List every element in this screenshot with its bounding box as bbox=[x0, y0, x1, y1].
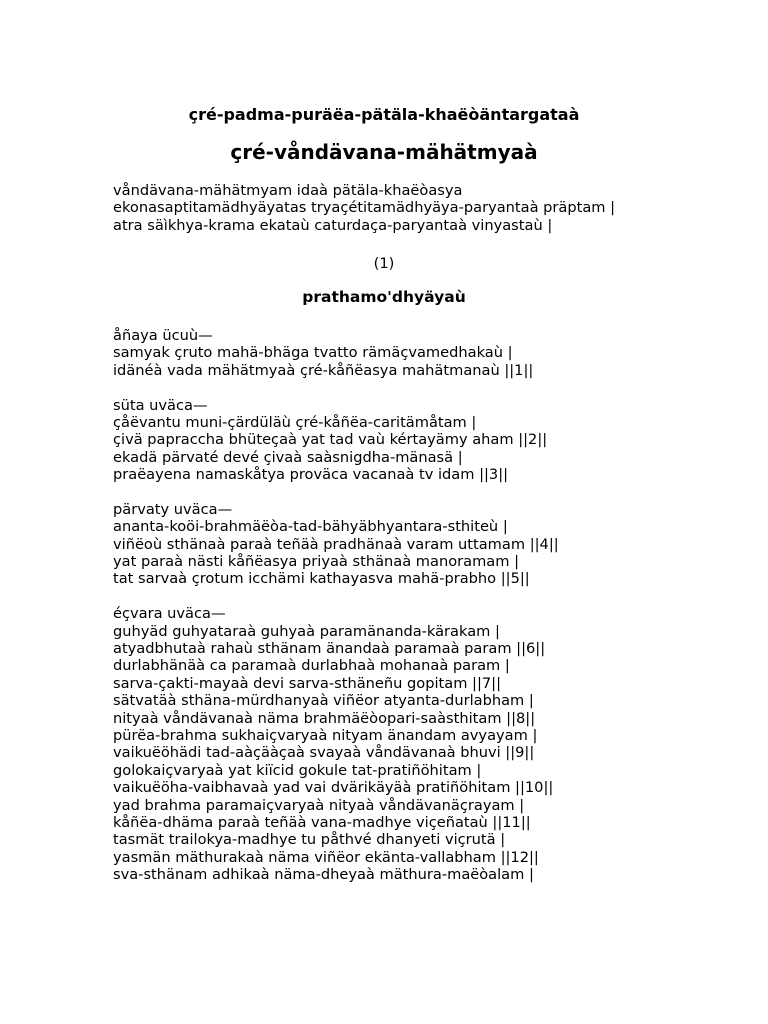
verse-line: sva-sthänam adhikaà näma-dheyaà mäthura-maëòalam | bbox=[113, 866, 534, 884]
verse-line: tat sarvaà çrotum icchämi kathayasva mahä-prabho ||5|| bbox=[113, 570, 530, 588]
intro-line: ekonasaptitamädhyäyatas tryaçétitamädhyäya-paryantaà präptam | bbox=[113, 199, 616, 217]
stanza-gap bbox=[113, 379, 753, 396]
verse-line: tasmät trailokya-madhye tu påthvé dhanyeti viçrutä | bbox=[113, 831, 506, 849]
verse-line: samyak çruto mahä-bhäga tvatto rämäçvamedhakaù | bbox=[113, 344, 513, 362]
section-number: (1) bbox=[373, 255, 395, 272]
stanza bbox=[113, 605, 753, 883]
document-title: çré-våndävana-mähätmyaà bbox=[230, 140, 538, 164]
stanza-gap bbox=[113, 588, 753, 605]
stanza bbox=[113, 397, 753, 484]
verse-line: guhyäd guhyataraà guhyaà paramänanda-kärakam | bbox=[113, 622, 500, 640]
stanza bbox=[113, 327, 753, 379]
verse-line: ananta-koöi-brahmäëòa-tad-bähyäbhyantara-sthiteù | bbox=[113, 518, 508, 536]
verse-line: atyadbhutaà rahaù sthänam änandaà paramaà param ||6|| bbox=[113, 640, 546, 658]
verse-line: çåëvantu muni-çärdüläù çré-kåñëa-caritämåtam | bbox=[113, 413, 477, 431]
verse-line: nityaà våndävanaà näma brahmäëòopari-saàsthitam ||8|| bbox=[113, 709, 536, 727]
verse-line: yat paraà nästi kåñëasya priyaà sthänaà manoramam | bbox=[113, 553, 519, 571]
verse-line: vaikuëöhädi tad-aàçäàçaà svayaà våndävanaà bhuvi ||9|| bbox=[113, 744, 535, 762]
verse-line: pürëa-brahma sukhaiçvaryaà nityam änandam avyayam | bbox=[113, 726, 538, 744]
verses-block bbox=[113, 327, 753, 884]
verse-line: kåñëa-dhäma paraà teñäà vana-madhye viçeñataù ||11|| bbox=[113, 813, 531, 831]
verse-line: sätvatäà sthäna-mürdhanyaà viñëor atyanta-durlabham | bbox=[113, 692, 534, 710]
verse-line: durlabhänäà ca paramaà durlabhaà mohanaà param | bbox=[113, 657, 510, 675]
verse-line: praëayena namaskåtya proväca vacanaà tv idam ||3|| bbox=[113, 466, 509, 484]
intro-line: våndävana-mähätmyam idaà pätäla-khaëòasya bbox=[113, 182, 463, 199]
speaker-line: éçvara uväca— bbox=[113, 605, 226, 623]
speaker-line: pärvaty uväca— bbox=[113, 500, 233, 518]
verse-line: viñëoù sthänaà paraà teñäà pradhänaà varam uttamam ||4|| bbox=[113, 535, 559, 553]
speaker-line: süta uväca— bbox=[113, 396, 208, 414]
stanza bbox=[113, 501, 753, 588]
stanza-gap bbox=[113, 484, 753, 501]
verse-line: idänéà vada mähätmyaà çré-kåñëasya mahätmanaù ||1|| bbox=[113, 361, 534, 379]
verse-line: golokaiçvaryaà yat kiïcid gokule tat-pratiñöhitam | bbox=[113, 761, 482, 779]
verse-line: çivä papraccha bhüteçaà yat tad vaù kértayämy aham ||2|| bbox=[113, 431, 548, 449]
document-subtitle: çré-padma-puräëa-pätäla-khaëòäntargataà bbox=[188, 105, 580, 124]
verse-line: sarva-çakti-mayaà devi sarva-sthäneñu gopitam ||7|| bbox=[113, 674, 502, 692]
speaker-line: åñaya ücuù— bbox=[113, 327, 213, 344]
verse-line: yasmän mäthurakaà näma viñëor ekänta-vallabham ||12|| bbox=[113, 848, 539, 866]
intro-line: atra säìkhya-krama ekataù caturdaça-paryantaà vinyastaù | bbox=[113, 216, 553, 234]
verse-line: ekadä pärvaté devé çivaà saàsnigdha-mänasä | bbox=[113, 448, 463, 466]
verse-line: yad brahma paramaiçvaryaà nityaà våndävanäçrayam | bbox=[113, 796, 525, 814]
verse-line: vaikuëöha-vaibhavaà yad vai dvärikäyäà pratiñöhitam ||10|| bbox=[113, 779, 554, 797]
intro-paragraph bbox=[113, 182, 753, 234]
chapter-title: prathamo'dhyäyaù bbox=[302, 288, 466, 306]
